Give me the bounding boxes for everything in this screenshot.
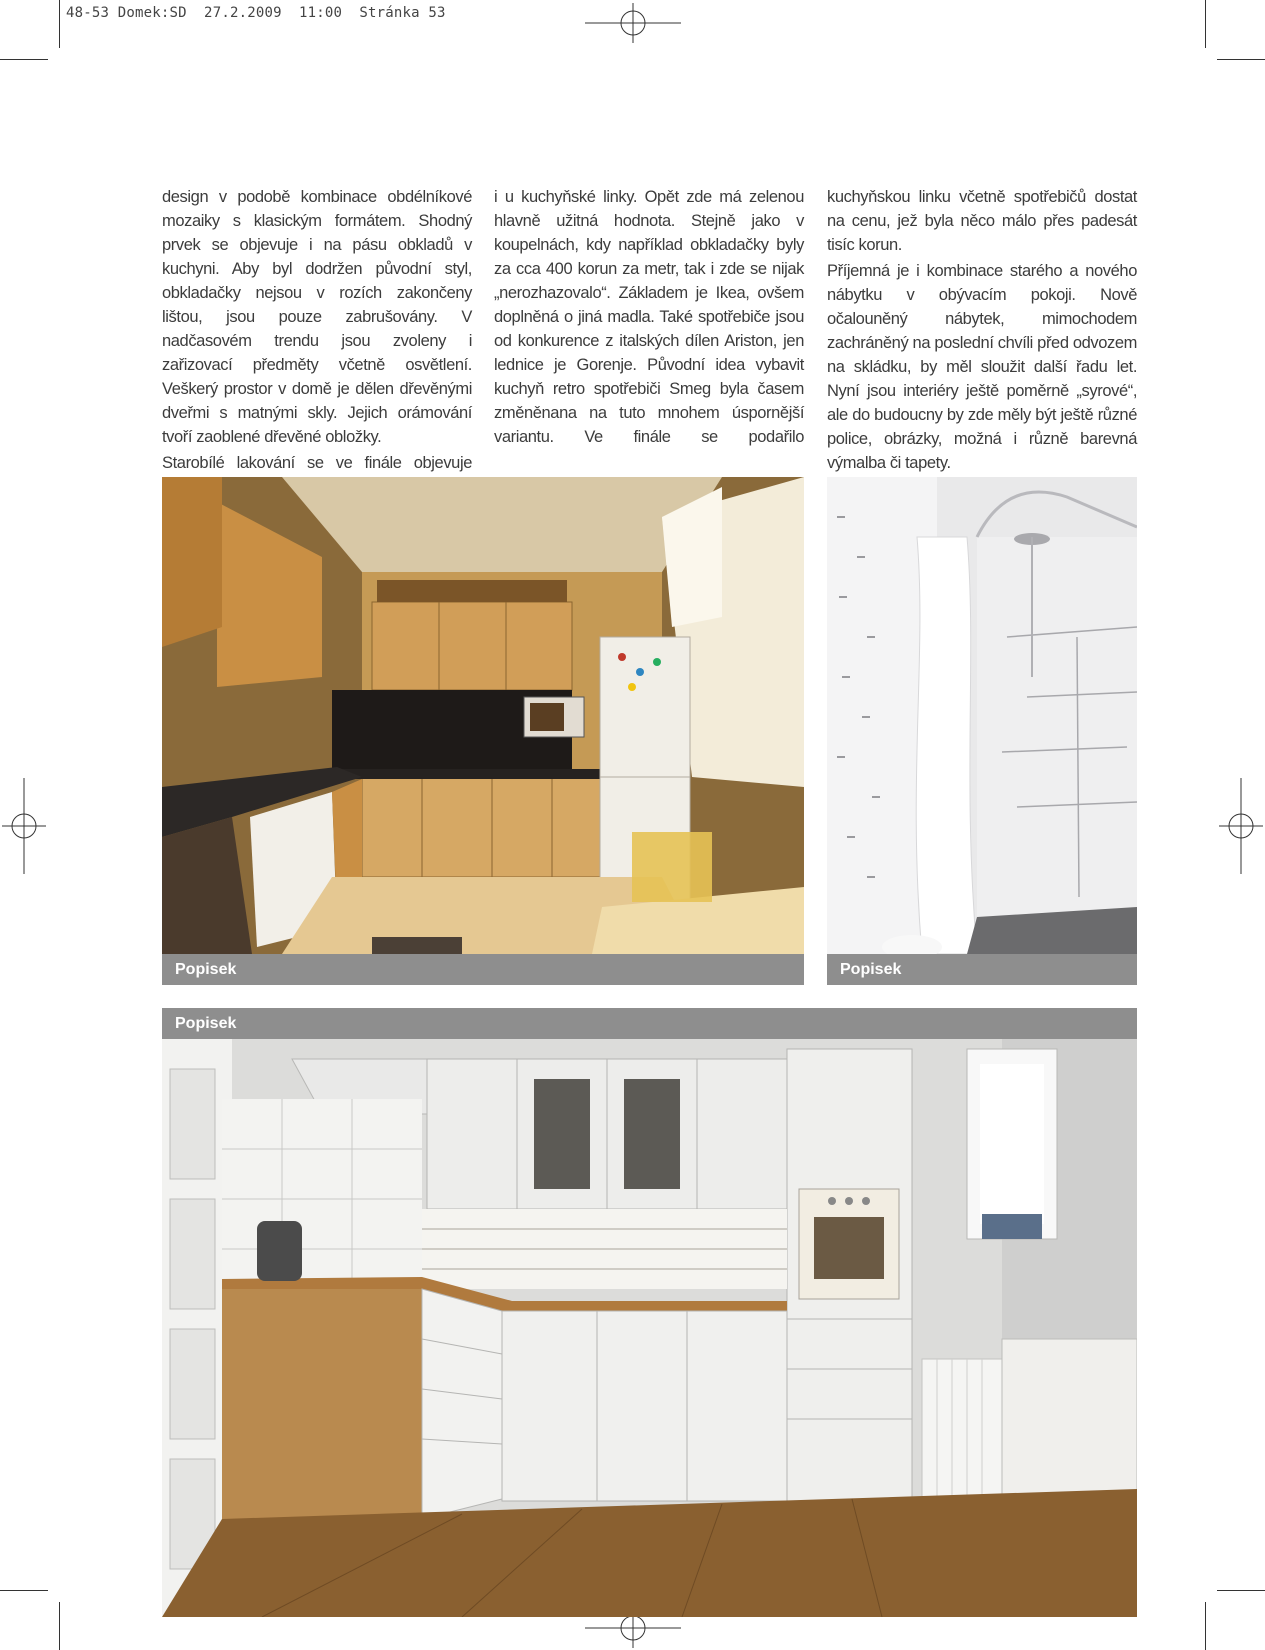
crop-mark xyxy=(1205,0,1206,48)
photo-bathroom xyxy=(827,477,1137,954)
text-column-1 xyxy=(162,185,472,477)
photo-new-kitchen xyxy=(162,1039,1137,1617)
crop-mark xyxy=(0,59,48,60)
registration-mark-icon xyxy=(2,778,46,874)
printer-slug: 48-53 Domek:SD 27.2.2009 11:00 Stránka 53 xyxy=(66,5,446,21)
paragraph: design v podobě kombinace obdélníkové mozaiky s klasickým formátem. Shodný prvek se objevuje i na pásu obkladů v kuchyni. Aby byl dodržen původní styl, obkladačky nejsou v rozích zakončeny lištou, jsou pouze zabrušovány. V nadčasovém trendu jsou zvoleny i zařizovací předměty včetně osvětlení. Veškerý prostor v domě je dělen dřevěnými dveřmi s matnými skly. Jejich orámování tvoří zaoblené dřevěné obložky. xyxy=(162,188,472,446)
registration-mark-icon xyxy=(585,3,681,43)
crop-mark xyxy=(1217,59,1265,60)
crop-mark xyxy=(0,1590,48,1591)
registration-mark-icon xyxy=(1219,778,1263,874)
photo-old-kitchen xyxy=(162,477,804,954)
crop-mark xyxy=(1205,1602,1206,1650)
crop-mark xyxy=(59,0,60,48)
photo-caption: Popisek xyxy=(162,954,804,985)
photo-caption: Popisek xyxy=(162,1008,1137,1039)
crop-mark xyxy=(59,1602,60,1650)
paragraph: kuchyňskou linku včetně spotřebičů dostat na cenu, jež byla něco málo přes padesát tisíc korun. xyxy=(827,188,1137,254)
text-column-2 xyxy=(494,185,804,451)
photo-caption: Popisek xyxy=(827,954,1137,985)
paragraph: i u kuchyňské linky. Opět zde má zelenou hlavně užitná hodnota. Stejně jako v koupelnách, kdy například obkladačky byly za cca 400 korun za metr, tak i zde se nijak „nerozhazovalo“. Základem je Ikea, ovšem doplněná o jiná madla. Také spotřebiče jsou od konkurence z italských dílen Ariston, jen lednice je Gorenje. Původní idea vybavit kuchyň retro spotřebiči Smeg byla časem změněnana na tuto mnohem úspornější variantu. Ve finále se podařilo xyxy=(494,188,804,446)
paragraph: Starobílé lakování se ve finále objevuje xyxy=(162,454,472,472)
text-column-3 xyxy=(827,185,1137,477)
crop-mark xyxy=(1217,1590,1265,1591)
paragraph: Příjemná je i kombinace starého a nového nábytku v obývacím pokoji. Nově očalouněný nábytek, mimochodem zachráněný na poslední chvíli před odvozem na skládku, by měl sloužit další řadu let. Nyní jsou interiéry ještě poměrně „syrové“, ale do budoucny by zde měly být ještě různé police, obrázky, možná i různě barevná výmalba či tapety. xyxy=(827,262,1137,472)
